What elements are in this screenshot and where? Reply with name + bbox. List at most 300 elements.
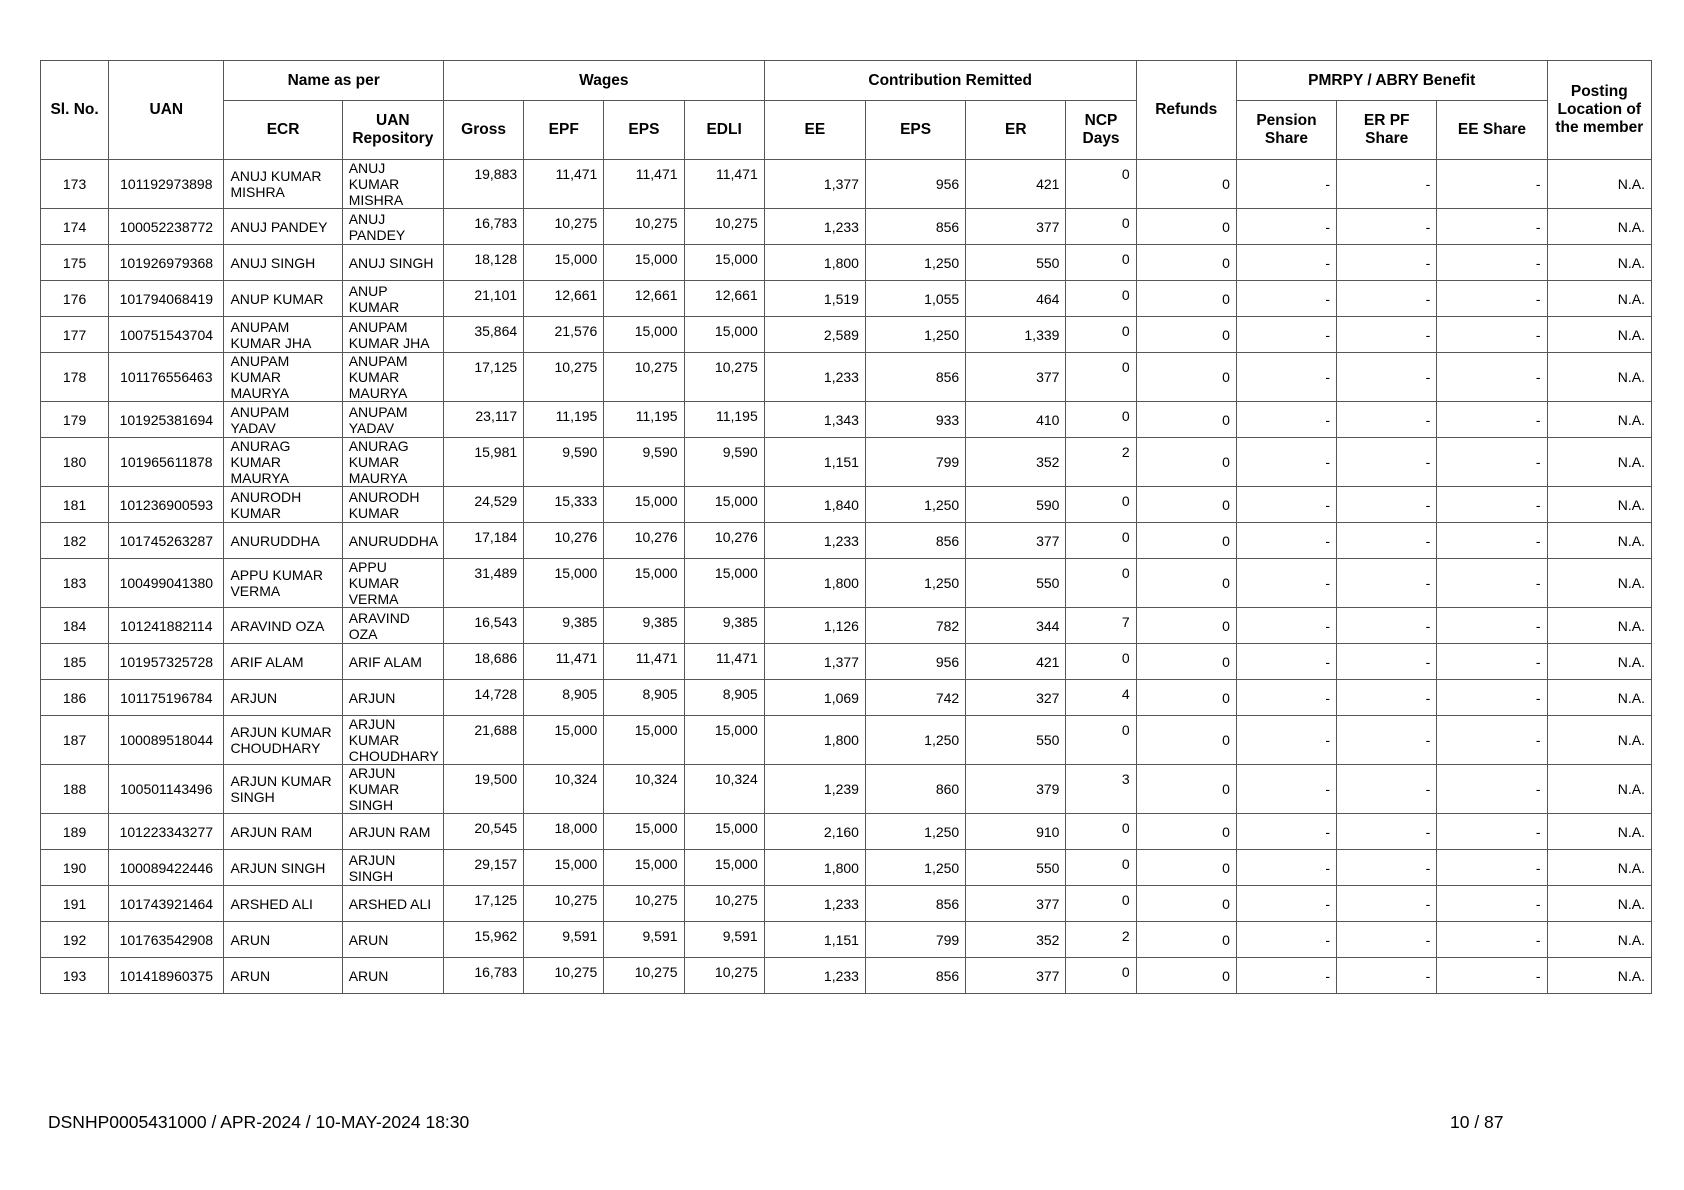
cell-sl-no: 185	[41, 644, 109, 680]
cell-epf: 15,000	[524, 716, 604, 765]
cell-ncp-days: 2	[1066, 922, 1136, 958]
cell-sl-no: 176	[41, 281, 109, 317]
cell-refunds: 0	[1136, 559, 1236, 608]
cell-ee-share: -	[1437, 209, 1547, 245]
cell-ncp-days: 3	[1066, 765, 1136, 814]
table-row	[41, 814, 1652, 850]
cell-ncp-days: 0	[1066, 402, 1136, 438]
cell-edli: 11,195	[684, 402, 764, 438]
cell-pension-share: -	[1236, 402, 1336, 438]
cell-refunds: 0	[1136, 281, 1236, 317]
cell-ncp-days: 0	[1066, 958, 1136, 994]
cell-epf: 15,333	[524, 487, 604, 523]
cell-eps: 15,000	[604, 487, 684, 523]
cell-refunds: 0	[1136, 160, 1236, 209]
cell-edli: 10,276	[684, 523, 764, 559]
cell-ee-share: -	[1437, 402, 1547, 438]
cell-epf: 10,275	[524, 353, 604, 402]
table-row	[41, 680, 1652, 716]
table-row	[41, 608, 1652, 644]
cell-ncp-days: 7	[1066, 608, 1136, 644]
cell-eps: 15,000	[604, 559, 684, 608]
table-row	[41, 765, 1652, 814]
cell-ecr-name: ARJUN KUMAR SINGH	[224, 765, 342, 814]
cell-er: 377	[966, 886, 1066, 922]
cell-pension-share: -	[1236, 716, 1336, 765]
cell-er-pf-share: -	[1337, 487, 1437, 523]
cell-epf: 15,000	[524, 245, 604, 281]
cell-edli: 15,000	[684, 850, 764, 886]
cell-eps: 10,275	[604, 958, 684, 994]
cell-contribution-eps: 1,250	[865, 487, 965, 523]
cell-contribution-eps: 856	[865, 353, 965, 402]
cell-refunds: 0	[1136, 209, 1236, 245]
cell-epf: 10,275	[524, 958, 604, 994]
cell-pension-share: -	[1236, 886, 1336, 922]
cell-sl-no: 192	[41, 922, 109, 958]
cell-ncp-days: 0	[1066, 716, 1136, 765]
cell-posting-location: N.A.	[1547, 716, 1651, 765]
cell-uan-repository-name: ANURODH KUMAR	[342, 487, 443, 523]
cell-contribution-eps: 1,250	[865, 317, 965, 353]
header-er: ER	[966, 101, 1066, 160]
table-row	[41, 438, 1652, 487]
cell-eps: 11,471	[604, 644, 684, 680]
cell-sl-no: 173	[41, 160, 109, 209]
cell-contribution-eps: 1,250	[865, 716, 965, 765]
cell-er: 590	[966, 487, 1066, 523]
cell-uan: 101957325728	[109, 644, 224, 680]
cell-eps: 9,385	[604, 608, 684, 644]
cell-ee: 2,160	[764, 814, 865, 850]
cell-ecr-name: ANURUDDHA	[224, 523, 342, 559]
cell-uan-repository-name: ARJUN RAM	[342, 814, 443, 850]
cell-posting-location: N.A.	[1547, 523, 1651, 559]
cell-pension-share: -	[1236, 523, 1336, 559]
table-row	[41, 716, 1652, 765]
cell-er: 377	[966, 523, 1066, 559]
header-name-as-per: Name as per	[224, 61, 444, 101]
cell-uan-repository-name: ANUPAM KUMAR MAURYA	[342, 353, 443, 402]
cell-posting-location: N.A.	[1547, 487, 1651, 523]
cell-gross: 16,543	[443, 608, 523, 644]
cell-er-pf-share: -	[1337, 438, 1437, 487]
table-row	[41, 317, 1652, 353]
cell-uan: 100089518044	[109, 716, 224, 765]
header-sl-no: Sl. No.	[41, 61, 109, 160]
cell-er-pf-share: -	[1337, 559, 1437, 608]
cell-ncp-days: 2	[1066, 438, 1136, 487]
cell-posting-location: N.A.	[1547, 958, 1651, 994]
cell-pension-share: -	[1236, 958, 1336, 994]
cell-refunds: 0	[1136, 317, 1236, 353]
cell-uan: 101418960375	[109, 958, 224, 994]
cell-edli: 11,471	[684, 644, 764, 680]
cell-gross: 17,184	[443, 523, 523, 559]
cell-gross: 19,883	[443, 160, 523, 209]
cell-sl-no: 191	[41, 886, 109, 922]
header-ee: EE	[764, 101, 865, 160]
page-number: 10 / 87	[1450, 1112, 1504, 1132]
cell-sl-no: 184	[41, 608, 109, 644]
cell-ee: 1,800	[764, 716, 865, 765]
cell-gross: 15,981	[443, 438, 523, 487]
document-reference: DSNHP0005431000 / APR-2024 / 10-MAY-2024 18:30	[48, 1112, 470, 1132]
cell-uan: 100501143496	[109, 765, 224, 814]
header-edli: EDLI	[684, 101, 764, 160]
cell-contribution-eps: 856	[865, 886, 965, 922]
cell-posting-location: N.A.	[1547, 245, 1651, 281]
cell-uan: 100751543704	[109, 317, 224, 353]
cell-sl-no: 186	[41, 680, 109, 716]
cell-posting-location: N.A.	[1547, 353, 1651, 402]
cell-gross: 29,157	[443, 850, 523, 886]
header-ecr: ECR	[224, 101, 342, 160]
cell-uan: 101241882114	[109, 608, 224, 644]
cell-ecr-name: ARJUN	[224, 680, 342, 716]
table-row	[41, 958, 1652, 994]
cell-posting-location: N.A.	[1547, 559, 1651, 608]
cell-ee-share: -	[1437, 317, 1547, 353]
cell-ecr-name: ARUN	[224, 922, 342, 958]
cell-gross: 16,783	[443, 958, 523, 994]
cell-er: 352	[966, 438, 1066, 487]
cell-uan: 101192973898	[109, 160, 224, 209]
cell-epf: 11,471	[524, 160, 604, 209]
header-uan-repository: UAN Repository	[342, 101, 443, 160]
cell-er-pf-share: -	[1337, 716, 1437, 765]
cell-ee-share: -	[1437, 245, 1547, 281]
cell-posting-location: N.A.	[1547, 850, 1651, 886]
cell-pension-share: -	[1236, 281, 1336, 317]
cell-uan-repository-name: ARAVIND OZA	[342, 608, 443, 644]
cell-eps: 15,000	[604, 317, 684, 353]
cell-posting-location: N.A.	[1547, 765, 1651, 814]
cell-edli: 15,000	[684, 245, 764, 281]
cell-pension-share: -	[1236, 765, 1336, 814]
cell-ncp-days: 0	[1066, 850, 1136, 886]
cell-ecr-name: ANUPAM KUMAR MAURYA	[224, 353, 342, 402]
cell-ee: 1,233	[764, 886, 865, 922]
cell-ncp-days: 0	[1066, 209, 1136, 245]
cell-sl-no: 180	[41, 438, 109, 487]
cell-edli: 15,000	[684, 317, 764, 353]
cell-ee: 1,126	[764, 608, 865, 644]
cell-contribution-eps: 860	[865, 765, 965, 814]
cell-er: 550	[966, 850, 1066, 886]
cell-contribution-eps: 742	[865, 680, 965, 716]
cell-ee: 1,233	[764, 353, 865, 402]
cell-posting-location: N.A.	[1547, 922, 1651, 958]
cell-eps: 15,000	[604, 850, 684, 886]
cell-uan-repository-name: ANUJ SINGH	[342, 245, 443, 281]
cell-refunds: 0	[1136, 716, 1236, 765]
table-row	[41, 487, 1652, 523]
table-row	[41, 523, 1652, 559]
cell-ee: 1,377	[764, 644, 865, 680]
cell-ncp-days: 0	[1066, 487, 1136, 523]
cell-ecr-name: ARUN	[224, 958, 342, 994]
cell-er-pf-share: -	[1337, 281, 1437, 317]
cell-ee-share: -	[1437, 523, 1547, 559]
header-refunds: Refunds	[1136, 61, 1236, 160]
cell-uan-repository-name: ANUPAM KUMAR JHA	[342, 317, 443, 353]
cell-ee-share: -	[1437, 958, 1547, 994]
cell-ecr-name: ANUP KUMAR	[224, 281, 342, 317]
cell-er: 550	[966, 245, 1066, 281]
cell-pension-share: -	[1236, 487, 1336, 523]
cell-uan-repository-name: ARIF ALAM	[342, 644, 443, 680]
cell-ee-share: -	[1437, 765, 1547, 814]
cell-ee: 1,151	[764, 438, 865, 487]
cell-ecr-name: ANUJ SINGH	[224, 245, 342, 281]
header-wages: Wages	[443, 61, 764, 101]
cell-er-pf-share: -	[1337, 644, 1437, 680]
cell-uan-repository-name: ANUP KUMAR	[342, 281, 443, 317]
cell-er: 550	[966, 716, 1066, 765]
cell-er-pf-share: -	[1337, 353, 1437, 402]
cell-eps: 10,324	[604, 765, 684, 814]
cell-ee-share: -	[1437, 438, 1547, 487]
cell-eps: 15,000	[604, 814, 684, 850]
cell-sl-no: 177	[41, 317, 109, 353]
cell-epf: 9,385	[524, 608, 604, 644]
cell-contribution-eps: 933	[865, 402, 965, 438]
cell-ee-share: -	[1437, 281, 1547, 317]
cell-epf: 11,471	[524, 644, 604, 680]
cell-contribution-eps: 1,250	[865, 559, 965, 608]
cell-ncp-days: 0	[1066, 814, 1136, 850]
cell-uan: 101176556463	[109, 353, 224, 402]
cell-contribution-eps: 856	[865, 523, 965, 559]
cell-refunds: 0	[1136, 245, 1236, 281]
cell-edli: 10,275	[684, 958, 764, 994]
cell-ee: 1,840	[764, 487, 865, 523]
cell-eps: 11,471	[604, 160, 684, 209]
cell-ee: 1,343	[764, 402, 865, 438]
cell-contribution-eps: 856	[865, 958, 965, 994]
cell-posting-location: N.A.	[1547, 608, 1651, 644]
cell-eps: 15,000	[604, 716, 684, 765]
table-row	[41, 245, 1652, 281]
cell-ncp-days: 0	[1066, 559, 1136, 608]
cell-edli: 11,471	[684, 160, 764, 209]
cell-posting-location: N.A.	[1547, 814, 1651, 850]
cell-epf: 11,195	[524, 402, 604, 438]
cell-er-pf-share: -	[1337, 814, 1437, 850]
cell-posting-location: N.A.	[1547, 886, 1651, 922]
cell-ecr-name: ANURODH KUMAR	[224, 487, 342, 523]
cell-er-pf-share: -	[1337, 850, 1437, 886]
cell-gross: 17,125	[443, 886, 523, 922]
cell-refunds: 0	[1136, 523, 1236, 559]
cell-epf: 10,275	[524, 209, 604, 245]
cell-ee: 1,233	[764, 209, 865, 245]
cell-er: 327	[966, 680, 1066, 716]
cell-ee: 1,233	[764, 523, 865, 559]
cell-gross: 15,962	[443, 922, 523, 958]
cell-contribution-eps: 799	[865, 438, 965, 487]
cell-ncp-days: 0	[1066, 886, 1136, 922]
cell-eps: 10,275	[604, 886, 684, 922]
cell-refunds: 0	[1136, 438, 1236, 487]
cell-refunds: 0	[1136, 608, 1236, 644]
cell-ecr-name: ARJUN SINGH	[224, 850, 342, 886]
cell-sl-no: 178	[41, 353, 109, 402]
cell-refunds: 0	[1136, 922, 1236, 958]
cell-er-pf-share: -	[1337, 209, 1437, 245]
cell-ecr-name: ANUPAM KUMAR JHA	[224, 317, 342, 353]
cell-refunds: 0	[1136, 680, 1236, 716]
cell-uan: 101745263287	[109, 523, 224, 559]
table-row	[41, 281, 1652, 317]
cell-posting-location: N.A.	[1547, 209, 1651, 245]
cell-ncp-days: 0	[1066, 317, 1136, 353]
cell-pension-share: -	[1236, 317, 1336, 353]
cell-ncp-days: 0	[1066, 353, 1136, 402]
cell-ecr-name: ANUJ PANDEY	[224, 209, 342, 245]
cell-contribution-eps: 1,250	[865, 850, 965, 886]
cell-uan-repository-name: APPU KUMAR VERMA	[342, 559, 443, 608]
cell-contribution-eps: 856	[865, 209, 965, 245]
cell-ee-share: -	[1437, 850, 1547, 886]
cell-er: 1,339	[966, 317, 1066, 353]
cell-er-pf-share: -	[1337, 317, 1437, 353]
cell-sl-no: 182	[41, 523, 109, 559]
cell-epf: 15,000	[524, 559, 604, 608]
cell-eps: 9,591	[604, 922, 684, 958]
cell-ee: 1,800	[764, 850, 865, 886]
cell-er: 464	[966, 281, 1066, 317]
cell-epf: 10,275	[524, 886, 604, 922]
cell-uan: 101236900593	[109, 487, 224, 523]
cell-ee-share: -	[1437, 716, 1547, 765]
header-er-pf-share: ER PF Share	[1337, 101, 1437, 160]
cell-posting-location: N.A.	[1547, 317, 1651, 353]
cell-eps: 11,195	[604, 402, 684, 438]
cell-gross: 17,125	[443, 353, 523, 402]
ecr-member-table	[40, 60, 1652, 994]
header-eps: EPS	[604, 101, 684, 160]
cell-ee: 1,377	[764, 160, 865, 209]
cell-contribution-eps: 1,250	[865, 245, 965, 281]
cell-uan: 100499041380	[109, 559, 224, 608]
header-contribution-eps: EPS	[865, 101, 965, 160]
header-contribution-remitted: Contribution Remitted	[764, 61, 1136, 101]
header-ee-share: EE Share	[1437, 101, 1547, 160]
cell-eps: 10,275	[604, 209, 684, 245]
cell-gross: 19,500	[443, 765, 523, 814]
cell-edli: 10,324	[684, 765, 764, 814]
table-row	[41, 886, 1652, 922]
cell-pension-share: -	[1236, 438, 1336, 487]
cell-er-pf-share: -	[1337, 245, 1437, 281]
cell-uan-repository-name: ANURAG KUMAR MAURYA	[342, 438, 443, 487]
cell-sl-no: 190	[41, 850, 109, 886]
cell-eps: 15,000	[604, 245, 684, 281]
cell-eps: 10,275	[604, 353, 684, 402]
cell-epf: 9,591	[524, 922, 604, 958]
cell-epf: 18,000	[524, 814, 604, 850]
cell-er: 377	[966, 958, 1066, 994]
cell-er-pf-share: -	[1337, 160, 1437, 209]
cell-pension-share: -	[1236, 559, 1336, 608]
cell-gross: 21,688	[443, 716, 523, 765]
cell-ee-share: -	[1437, 559, 1547, 608]
cell-pension-share: -	[1236, 245, 1336, 281]
cell-contribution-eps: 1,055	[865, 281, 965, 317]
cell-contribution-eps: 782	[865, 608, 965, 644]
cell-uan-repository-name: ARUN	[342, 922, 443, 958]
cell-epf: 21,576	[524, 317, 604, 353]
cell-pension-share: -	[1236, 850, 1336, 886]
cell-edli: 10,275	[684, 353, 764, 402]
cell-refunds: 0	[1136, 402, 1236, 438]
cell-refunds: 0	[1136, 644, 1236, 680]
cell-ee: 1,519	[764, 281, 865, 317]
cell-contribution-eps: 956	[865, 644, 965, 680]
cell-er-pf-share: -	[1337, 523, 1437, 559]
table-row	[41, 209, 1652, 245]
cell-er-pf-share: -	[1337, 608, 1437, 644]
table-row	[41, 160, 1652, 209]
cell-pension-share: -	[1236, 209, 1336, 245]
cell-uan: 101763542908	[109, 922, 224, 958]
cell-er: 910	[966, 814, 1066, 850]
cell-gross: 18,686	[443, 644, 523, 680]
cell-sl-no: 188	[41, 765, 109, 814]
cell-ecr-name: ARJUN KUMAR CHOUDHARY	[224, 716, 342, 765]
cell-refunds: 0	[1136, 958, 1236, 994]
cell-posting-location: N.A.	[1547, 680, 1651, 716]
cell-pension-share: -	[1236, 160, 1336, 209]
cell-er: 379	[966, 765, 1066, 814]
cell-er: 377	[966, 353, 1066, 402]
cell-edli: 9,590	[684, 438, 764, 487]
cell-epf: 10,324	[524, 765, 604, 814]
cell-sl-no: 183	[41, 559, 109, 608]
cell-gross: 16,783	[443, 209, 523, 245]
cell-ncp-days: 0	[1066, 160, 1136, 209]
table-row	[41, 402, 1652, 438]
cell-er-pf-share: -	[1337, 765, 1437, 814]
cell-epf: 15,000	[524, 850, 604, 886]
cell-ee-share: -	[1437, 608, 1547, 644]
cell-er: 352	[966, 922, 1066, 958]
cell-pension-share: -	[1236, 922, 1336, 958]
cell-refunds: 0	[1136, 886, 1236, 922]
header-pension-share: Pension Share	[1236, 101, 1336, 160]
cell-ecr-name: APPU KUMAR VERMA	[224, 559, 342, 608]
cell-eps: 12,661	[604, 281, 684, 317]
cell-ecr-name: ANUJ KUMAR MISHRA	[224, 160, 342, 209]
cell-epf: 8,905	[524, 680, 604, 716]
cell-uan-repository-name: ARJUN KUMAR SINGH	[342, 765, 443, 814]
cell-uan: 100052238772	[109, 209, 224, 245]
table-row	[41, 644, 1652, 680]
cell-uan: 101743921464	[109, 886, 224, 922]
cell-uan-repository-name: ARSHED ALI	[342, 886, 443, 922]
cell-ee-share: -	[1437, 487, 1547, 523]
cell-uan: 101223343277	[109, 814, 224, 850]
header-posting-location: Posting Location of the member	[1547, 61, 1651, 160]
cell-uan: 101175196784	[109, 680, 224, 716]
cell-er-pf-share: -	[1337, 922, 1437, 958]
cell-ecr-name: ARIF ALAM	[224, 644, 342, 680]
cell-refunds: 0	[1136, 353, 1236, 402]
cell-uan: 101965611878	[109, 438, 224, 487]
cell-gross: 35,864	[443, 317, 523, 353]
